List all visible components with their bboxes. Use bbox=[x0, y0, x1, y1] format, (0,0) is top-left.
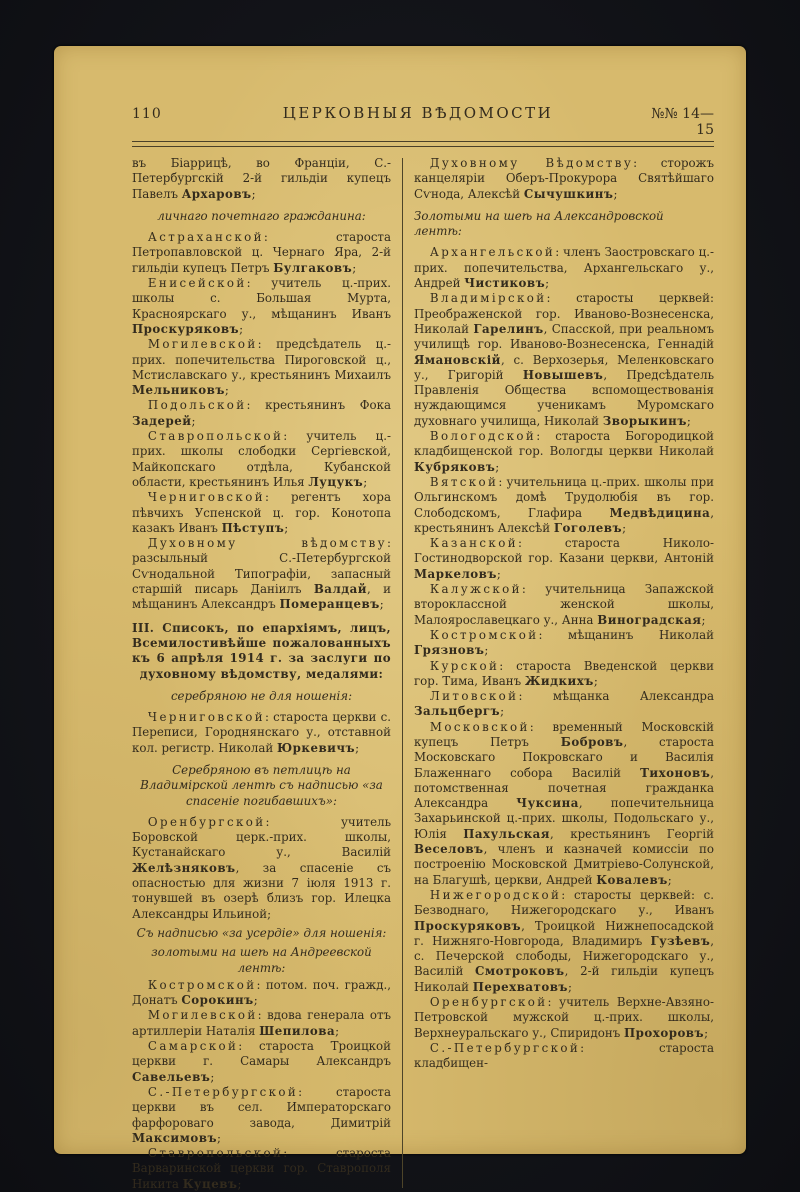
text-run: личнаго почетнаго гражданина: bbox=[157, 208, 366, 223]
text-run: : вдова генерала отъ артиллеріи Наталія bbox=[132, 1008, 391, 1038]
diocese-name: Владимірской bbox=[429, 291, 547, 306]
text-run: ; bbox=[704, 1025, 709, 1040]
text-run: : староста Введенской церкви гор. Тима, Иванъ bbox=[414, 658, 714, 688]
diocese-name: Черниговской bbox=[147, 710, 265, 725]
person-name: Пѣступъ bbox=[221, 520, 285, 535]
text-run: , с. Верхозерья, Меленковскаго у., Григорій bbox=[414, 352, 714, 382]
text-run: ; bbox=[545, 276, 550, 291]
text-run: , за спасеніе съ опасностью для жизни 7 іюля 1913 г. тонувшей въ озерѣ близъ гор. Илецка Александры Ильиной; bbox=[132, 860, 391, 921]
text-run: серебряною не для ношенія: bbox=[170, 688, 353, 703]
text-run: : крестьянинъ Фока bbox=[246, 398, 391, 413]
diocese-name: Черниговской bbox=[147, 490, 265, 505]
section-heading bbox=[414, 209, 714, 240]
paragraph bbox=[414, 291, 714, 429]
text-run: ; bbox=[667, 872, 672, 887]
person-name: Булгаковъ bbox=[273, 260, 353, 275]
section-heading bbox=[132, 926, 391, 941]
paragraph bbox=[132, 536, 391, 612]
text-run: : регентъ хора пѣвчихъ Успенской ц. гор. Конотопа казакъ Иванъ bbox=[132, 490, 391, 535]
person-name: Ямановскій bbox=[414, 352, 501, 367]
text-run: : членъ Заостровскаго ц.-прих. попечительства, Архангельскаго у., Андрей bbox=[414, 245, 714, 291]
text-run: : учительница Запажской второклассной женской школы, Малоярославецкаго у., Анна bbox=[414, 582, 714, 627]
person-name: Чуксина bbox=[516, 796, 579, 811]
text-run: ; bbox=[500, 704, 505, 719]
section-heading bbox=[132, 689, 391, 704]
paragraph bbox=[414, 536, 714, 582]
text-run: : староста Варваринской церкви гор. Ставрополя Никита bbox=[132, 1146, 391, 1191]
person-name: Прохоровъ bbox=[624, 1025, 705, 1040]
text-run: ; bbox=[224, 383, 229, 398]
paragraph bbox=[132, 1085, 391, 1146]
text-run: ; bbox=[210, 1069, 215, 1084]
paragraph bbox=[132, 815, 391, 922]
text-run: , крестьянинъ Георгій bbox=[550, 826, 714, 841]
paragraph bbox=[132, 1146, 391, 1192]
diocese-name: С.-Петербургской bbox=[429, 1040, 581, 1055]
text-run: ; bbox=[251, 186, 256, 201]
text-run: ; bbox=[191, 413, 196, 428]
text-run: ; bbox=[686, 413, 691, 428]
text-run: : старосты церквей: с. Безводнаго, Нижегородскаго у., Иванъ bbox=[414, 887, 714, 918]
person-name: Проскуряковъ bbox=[132, 321, 240, 336]
person-name: Померанцевъ bbox=[279, 597, 380, 612]
text-run: : староста Петропавловской ц. Чернаго Яра, 2-й гильдіи купецъ Петръ bbox=[132, 230, 391, 275]
text-run: III. Списокъ, по епархіямъ, лицъ, Всемилостивѣйше пожалованныхъ къ 6 апрѣля 1914 г. за заслуги по духовному вѣдомству, медалями: bbox=[132, 620, 391, 681]
person-name: Гузѣевъ bbox=[650, 933, 711, 948]
journal-title: ЦЕРКОВНЫЯ ВѢДОМОСТИ bbox=[282, 104, 554, 122]
paragraph bbox=[414, 995, 714, 1041]
diocese-name: Астраханской bbox=[147, 230, 264, 245]
diocese-name: Московской bbox=[429, 719, 530, 734]
text-run: ; bbox=[496, 566, 501, 581]
right-column bbox=[414, 156, 714, 1192]
left-column bbox=[132, 156, 391, 1192]
header-rule bbox=[132, 141, 714, 147]
text-run: , Предсѣдатель Правленія Общества вспомоществованія нуждающимся ученикамъ Муромскаго духовнаго училища, Николай bbox=[414, 367, 715, 428]
scanned-page bbox=[54, 46, 746, 1191]
text-run: Серебряною въ петлицѣ на Владимірской лентѣ съ надписью «за спасеніе погибавшихъ»: bbox=[140, 762, 383, 808]
person-name: Зальцбергъ bbox=[414, 704, 501, 719]
text-run: : потом. поч. гражд., Донатъ bbox=[132, 977, 391, 1008]
diocese-name: Вологодской bbox=[429, 429, 537, 444]
diocese-name: Казанской bbox=[429, 536, 518, 551]
paragraph bbox=[414, 888, 714, 995]
text-run: : мѣщанка Александра bbox=[518, 689, 714, 704]
paragraph bbox=[132, 230, 391, 276]
diocese-name: Могилевской bbox=[147, 337, 258, 352]
person-name: Зворыкинъ bbox=[602, 413, 687, 428]
person-name: Кубряковъ bbox=[414, 459, 496, 474]
paragraph bbox=[132, 490, 391, 536]
diocese-name: С.-Петербургской bbox=[147, 1084, 299, 1099]
text-run: ; bbox=[567, 979, 572, 994]
person-name: Новышевъ bbox=[522, 367, 604, 382]
issue-number: №№ 14—15 bbox=[651, 106, 714, 138]
page-header bbox=[132, 104, 714, 138]
person-name: Валдай bbox=[313, 582, 368, 597]
text-run: ; bbox=[237, 1176, 242, 1191]
text-run: : староста Николо-Гостинодворской гор. Казани церкви, Антоній bbox=[414, 536, 714, 566]
person-name: Грязновъ bbox=[414, 643, 485, 658]
paragraph bbox=[132, 1008, 391, 1039]
person-name: Савельевъ bbox=[132, 1069, 211, 1084]
person-name: Виноградская bbox=[597, 612, 702, 627]
text-run: , староста Московскаго Покровскаго и Василія Блаженнаго собора Василій bbox=[414, 734, 714, 780]
text-run: ; bbox=[239, 321, 244, 336]
diocese-name: Костромской bbox=[147, 977, 257, 992]
diocese-name: Духовному вѣдомству bbox=[147, 536, 388, 551]
diocese-name: Оренбургской bbox=[429, 995, 548, 1010]
column-divider bbox=[402, 158, 403, 1188]
diocese-name: Ставропольской bbox=[147, 429, 284, 444]
text-run: : временный Московскій купецъ Петръ bbox=[414, 719, 714, 749]
paragraph bbox=[414, 689, 714, 720]
section-heading bbox=[132, 763, 391, 809]
text-run: : староста кладбищен- bbox=[414, 1040, 714, 1071]
paragraph bbox=[414, 429, 714, 475]
diocese-name: Оренбургской bbox=[147, 814, 266, 829]
diocese-name: Енисейской bbox=[147, 276, 247, 291]
person-name: Максимовъ bbox=[132, 1130, 218, 1145]
diocese-name: Самарской bbox=[147, 1039, 239, 1054]
paragraph bbox=[132, 156, 391, 202]
section-heading bbox=[132, 945, 391, 976]
person-name: Сычушкинъ bbox=[523, 186, 614, 201]
paragraph bbox=[414, 475, 714, 536]
diocese-name: Калужской bbox=[429, 582, 522, 597]
person-name: Гоголевъ bbox=[553, 520, 623, 535]
person-name: Тихоновъ bbox=[640, 765, 711, 780]
paragraph bbox=[132, 429, 391, 490]
diocese-name: Курской bbox=[429, 658, 500, 673]
paragraph bbox=[132, 276, 391, 337]
text-run: ; bbox=[495, 459, 500, 474]
text-run: ; bbox=[701, 612, 706, 627]
person-name: Куцевъ bbox=[182, 1176, 238, 1191]
person-name: Медвѣдицина bbox=[609, 505, 711, 520]
paragraph bbox=[414, 659, 714, 690]
text-run: ; bbox=[613, 186, 618, 201]
person-name: Пахульская bbox=[463, 826, 551, 841]
text-run: : учитель Боровской церк.-прих. школы, Кустанайскаго у., Василій bbox=[132, 814, 391, 860]
text-area bbox=[132, 104, 714, 1192]
text-run: , крестьянинъ Алексѣй bbox=[414, 505, 714, 535]
list-heading bbox=[132, 621, 391, 682]
person-name: Сорокинъ bbox=[181, 993, 254, 1008]
paragraph bbox=[414, 628, 714, 659]
person-name: Архаровъ bbox=[181, 186, 252, 201]
text-run: ; bbox=[593, 673, 598, 688]
text-run: : сторожъ канцеляріи Оберъ-Прокурора Святѣйшаго Сѵнода, Алексѣй bbox=[414, 156, 714, 201]
person-name: Смотроковъ bbox=[475, 964, 565, 979]
paragraph bbox=[414, 720, 714, 888]
text-run: , с. Печерской слободы, Нижегородскаго у., Василій bbox=[414, 933, 714, 979]
person-name: Желѣзняковъ bbox=[132, 860, 236, 875]
person-name: Мельниковъ bbox=[132, 383, 225, 398]
text-run: : предсѣдатель ц.-прих. попечительства Пироговской ц., Мстиславскаго у., крестьянинъ Михаилъ bbox=[132, 337, 391, 382]
text-run: въ Біаррицѣ, во Франціи, С.-Петербургскій 2-й гильдіи купецъ Павелъ bbox=[132, 156, 391, 201]
text-run: ; bbox=[622, 520, 627, 535]
text-run: , членъ и казначей комиссіи по построенію Московской Дмитріево-Солунской, на Благушѣ, церкви, Андрей bbox=[414, 842, 714, 887]
person-name: Жидкихъ bbox=[524, 673, 594, 688]
diocese-name: Нижегородской bbox=[429, 887, 562, 902]
page-number: 110 bbox=[132, 106, 162, 122]
text-run: ; bbox=[253, 993, 258, 1008]
paragraph bbox=[132, 978, 391, 1009]
diocese-name: Подольской bbox=[147, 398, 247, 413]
paragraph bbox=[414, 1041, 714, 1072]
text-run: : учитель Верхне-Авзяно-Петровской мужской ц.-прих. школы, Верхнеуральскаго у., Спиридонъ bbox=[414, 995, 714, 1040]
person-name: Маркеловъ bbox=[414, 566, 497, 581]
paragraph bbox=[132, 398, 391, 429]
text-run: ; bbox=[284, 520, 289, 535]
paragraph bbox=[132, 337, 391, 398]
text-run: , 2-й гильдіи купецъ Николай bbox=[414, 964, 714, 994]
person-name: Задерей bbox=[132, 413, 192, 428]
text-run: , потомственная почетная гражданка Александра bbox=[414, 765, 714, 811]
text-run: : учитель ц.-прих. школы с. Большая Мурта, Красноярскаго у., мѣщанинъ Иванъ bbox=[132, 276, 391, 321]
text-run: золотыми на шеѣ на Андреевской лентѣ: bbox=[151, 945, 372, 975]
text-run: : староста Богородицкой кладбищенской гор. Вологды церкви Николай bbox=[414, 429, 714, 459]
text-run: ; bbox=[484, 643, 489, 658]
diocese-name: Вятской bbox=[429, 474, 499, 489]
text-run: ; bbox=[352, 260, 357, 275]
diocese-name: Архангельской bbox=[429, 245, 556, 260]
diocese-name: Духовному Вѣдомству bbox=[429, 156, 634, 170]
text-run: , Спасской, при реальномъ училищѣ гор. Иваново-Вознесенска, Геннадій bbox=[414, 321, 714, 352]
text-run: : учительница ц.-прих. школы при Ольгинскомъ домѣ Трудолюбія въ гор. Слободскомъ, Глафира bbox=[414, 474, 714, 520]
person-name: Бобровъ bbox=[560, 734, 624, 749]
person-name: Перехватовъ bbox=[472, 979, 568, 994]
text-run: ; bbox=[335, 1023, 340, 1038]
person-name: Луцукъ bbox=[308, 474, 364, 489]
text-run: , попечительница Захарьинской ц.-прих. школы, Подольскаго у., Юлія bbox=[414, 796, 714, 841]
text-run: : учитель ц.-прих. школы слободки Сергіевской, Майкопскаго отдѣла, Кубанской области, крестьянинъ Илья bbox=[132, 429, 391, 489]
text-run: ; bbox=[217, 1130, 222, 1145]
text-run: , и мѣщанинъ Александръ bbox=[132, 582, 391, 612]
paragraph bbox=[414, 156, 714, 202]
person-name: Юркевичъ bbox=[277, 740, 356, 755]
text-run: , Троицкой Нижнепосадской г. Нижняго-Новгорода, Владимиръ bbox=[414, 918, 714, 948]
text-run: Съ надписью «за усердіе» для ношенія: bbox=[136, 925, 387, 940]
person-name: Шепилова bbox=[259, 1023, 336, 1038]
paragraph bbox=[132, 1039, 391, 1085]
text-run: : староста Троицкой церкви г. Самары Александръ bbox=[132, 1039, 391, 1069]
text-run: ; bbox=[379, 597, 384, 612]
paragraph bbox=[132, 710, 391, 756]
columns bbox=[132, 156, 714, 1192]
paragraph bbox=[414, 582, 714, 628]
text-run: ; bbox=[355, 740, 360, 755]
diocese-name: Костромской bbox=[429, 627, 539, 642]
person-name: Гарелинъ bbox=[473, 321, 544, 336]
text-run: : старосты церквей: Преображенской гор. Иваново-Вознесенска, Николай bbox=[414, 291, 714, 336]
person-name: Проскуряковъ bbox=[414, 918, 522, 933]
text-run: : староста церкви въ сел. Императорскаго фарфороваго завода, Димитрій bbox=[132, 1084, 391, 1130]
text-run: Золотыми на шеѣ на Александровской лентѣ: bbox=[414, 208, 664, 239]
paragraph bbox=[414, 245, 714, 291]
person-name: Ковалевъ bbox=[596, 872, 668, 887]
diocese-name: Ставропольской bbox=[147, 1146, 284, 1161]
text-run: : мѣщанинъ Николай bbox=[538, 627, 714, 642]
text-run: : староста церкви с. Переписи, Городнянскаго у., отставной кол. регистр. Николай bbox=[132, 710, 391, 755]
section-heading bbox=[132, 209, 391, 224]
diocese-name: Могилевской bbox=[147, 1008, 258, 1023]
person-name: Чистиковъ bbox=[464, 276, 546, 291]
text-run: : разсыльный С.-Петербургской Сѵнодальной Типографіи, запасный старшій писарь Даніилъ bbox=[132, 536, 391, 597]
person-name: Веселовъ bbox=[414, 842, 484, 857]
text-run: ; bbox=[363, 474, 368, 489]
diocese-name: Литовской bbox=[429, 689, 519, 704]
